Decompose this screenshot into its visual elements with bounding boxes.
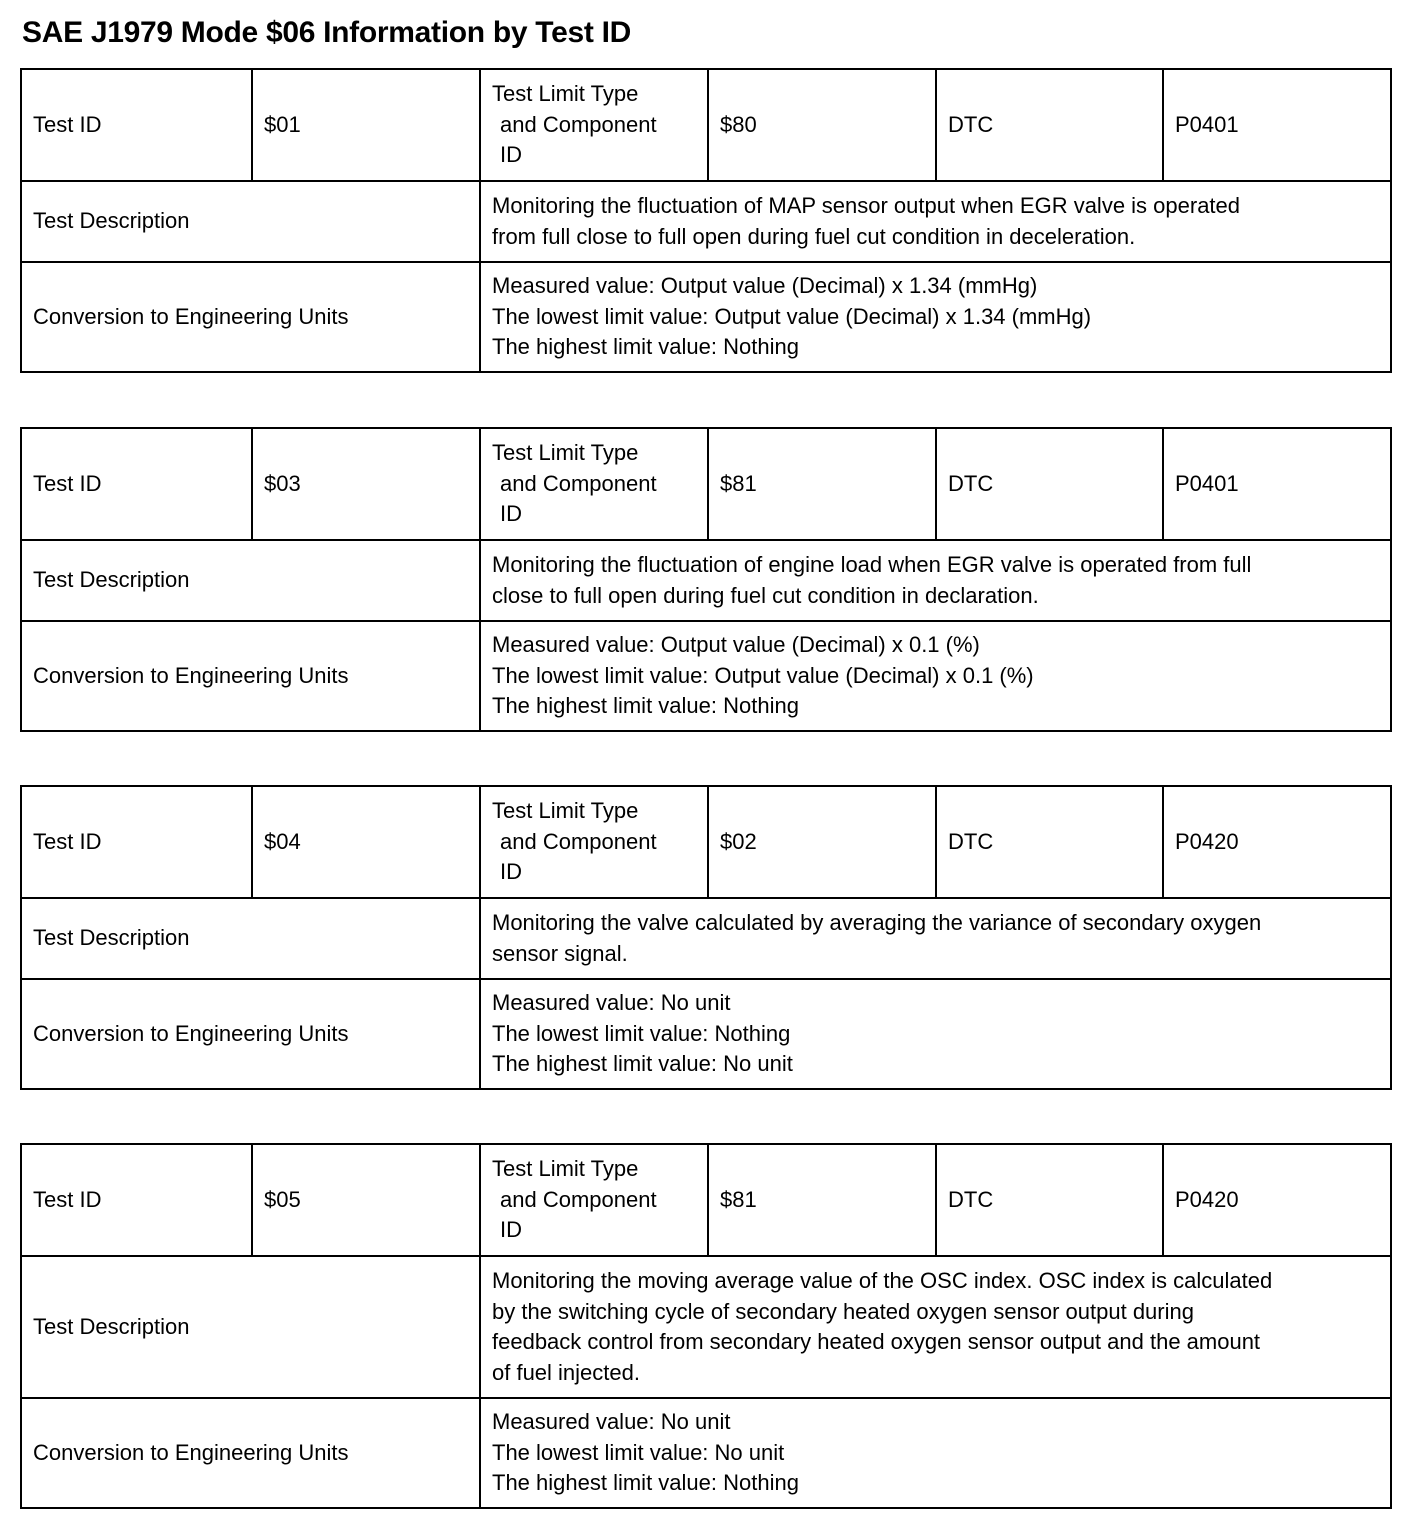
test-id-label: Test ID xyxy=(21,1144,252,1256)
page-title: SAE J1979 Mode $06 Information by Test ID xyxy=(22,16,631,49)
text-line: Test Limit Type xyxy=(492,440,639,466)
conversion-value xyxy=(480,262,1391,372)
description-row xyxy=(21,1256,1391,1398)
description-row xyxy=(21,181,1391,262)
limit-type-label xyxy=(480,786,708,898)
text-line: The highest limit value: No unit xyxy=(492,1051,793,1077)
limit-type-value: $02 xyxy=(708,786,936,898)
test-table-2 xyxy=(20,785,1392,1090)
test-description-label: Test Description xyxy=(21,898,480,979)
limit-type-value: $81 xyxy=(708,1144,936,1256)
conversion-row xyxy=(21,1398,1391,1508)
text-line: Measured value: No unit xyxy=(492,1409,731,1435)
text-line: Monitoring the fluctuation of engine load when EGR valve is operated from full xyxy=(492,552,1252,577)
text-line: Measured value: Output value (Decimal) x 0.1 (%) xyxy=(492,632,980,658)
dtc-label: DTC xyxy=(936,1144,1163,1256)
text-line: and Component xyxy=(500,1186,657,1212)
dtc-label: DTC xyxy=(936,69,1163,181)
test-id-value: $03 xyxy=(252,428,480,540)
header-row xyxy=(21,69,1391,181)
header-row xyxy=(21,786,1391,898)
text-line: from full close to full open during fuel cut condition in deceleration. xyxy=(492,223,1136,249)
limit-type-label xyxy=(480,428,708,540)
description-row xyxy=(21,898,1391,979)
dtc-value: P0401 xyxy=(1163,428,1391,540)
conversion-label: Conversion to Engineering Units xyxy=(21,1398,480,1508)
conversion-value xyxy=(480,621,1391,731)
text-line: The lowest limit value: Output value (Decimal) x 0.1 (%) xyxy=(492,662,1034,688)
conversion-label: Conversion to Engineering Units xyxy=(21,621,480,731)
text-line: Monitoring the fluctuation of MAP sensor output when EGR valve is operated xyxy=(492,193,1241,218)
text-line: Test Limit Type xyxy=(492,81,639,107)
dtc-label: DTC xyxy=(936,428,1163,540)
conversion-value xyxy=(480,1398,1391,1508)
text-line: ID xyxy=(500,859,522,885)
text-line: Monitoring the valve calculated by averaging the variance of secondary oxygen xyxy=(492,910,1262,935)
test-description-label: Test Description xyxy=(21,181,480,262)
conversion-row xyxy=(21,979,1391,1089)
text-line: The highest limit value: Nothing xyxy=(492,693,799,719)
conversion-label: Conversion to Engineering Units xyxy=(21,979,480,1089)
text-line: and Component xyxy=(500,111,657,137)
test-description-value xyxy=(480,540,1391,621)
test-table-1 xyxy=(20,427,1392,732)
description-row xyxy=(21,540,1391,621)
text-line: close to full open during fuel cut condition in declaration. xyxy=(492,582,1039,608)
test-description-label: Test Description xyxy=(21,1256,480,1398)
conversion-row xyxy=(21,262,1391,372)
dtc-label: DTC xyxy=(936,786,1163,898)
test-description-value xyxy=(480,1256,1391,1398)
text-line: and Component xyxy=(500,828,657,854)
text-line: by the switching cycle of secondary heated oxygen sensor output during xyxy=(492,1298,1194,1324)
limit-type-label xyxy=(480,69,708,181)
limit-type-value: $80 xyxy=(708,69,936,181)
limit-type-value: $81 xyxy=(708,428,936,540)
test-id-label: Test ID xyxy=(21,69,252,181)
test-id-value: $04 xyxy=(252,786,480,898)
text-line: Monitoring the moving average value of the OSC index. OSC index is calculated xyxy=(492,1268,1273,1293)
test-description-label: Test Description xyxy=(21,540,480,621)
text-line: The highest limit value: Nothing xyxy=(492,334,799,360)
dtc-value: P0420 xyxy=(1163,1144,1391,1256)
dtc-value: P0401 xyxy=(1163,69,1391,181)
test-table-0 xyxy=(20,68,1392,373)
text-line: sensor signal. xyxy=(492,940,628,966)
header-row xyxy=(21,1144,1391,1256)
text-line: The lowest limit value: No unit xyxy=(492,1439,785,1465)
text-line: The lowest limit value: Output value (Decimal) x 1.34 (mmHg) xyxy=(492,303,1092,329)
test-table-3 xyxy=(20,1143,1392,1509)
text-line: The lowest limit value: Nothing xyxy=(492,1020,791,1046)
text-line: feedback control from secondary heated oxygen sensor output and the amount xyxy=(492,1329,1261,1354)
text-line: ID xyxy=(500,501,522,527)
text-line: The highest limit value: Nothing xyxy=(492,1470,799,1496)
header-row xyxy=(21,428,1391,540)
conversion-value xyxy=(480,979,1391,1089)
text-line: Test Limit Type xyxy=(492,1156,639,1182)
test-description-value xyxy=(480,898,1391,979)
text-line: of fuel injected. xyxy=(492,1359,640,1385)
text-line: ID xyxy=(500,1217,522,1243)
limit-type-label xyxy=(480,1144,708,1256)
test-id-value: $05 xyxy=(252,1144,480,1256)
test-id-label: Test ID xyxy=(21,786,252,898)
test-id-value: $01 xyxy=(252,69,480,181)
conversion-row xyxy=(21,621,1391,731)
text-line: Measured value: Output value (Decimal) x 1.34 (mmHg) xyxy=(492,273,1038,299)
text-line: ID xyxy=(500,142,522,168)
test-description-value xyxy=(480,181,1391,262)
text-line: Measured value: No unit xyxy=(492,990,731,1016)
text-line: and Component xyxy=(500,470,657,496)
conversion-label: Conversion to Engineering Units xyxy=(21,262,480,372)
test-id-label: Test ID xyxy=(21,428,252,540)
text-line: Test Limit Type xyxy=(492,798,639,824)
dtc-value: P0420 xyxy=(1163,786,1391,898)
